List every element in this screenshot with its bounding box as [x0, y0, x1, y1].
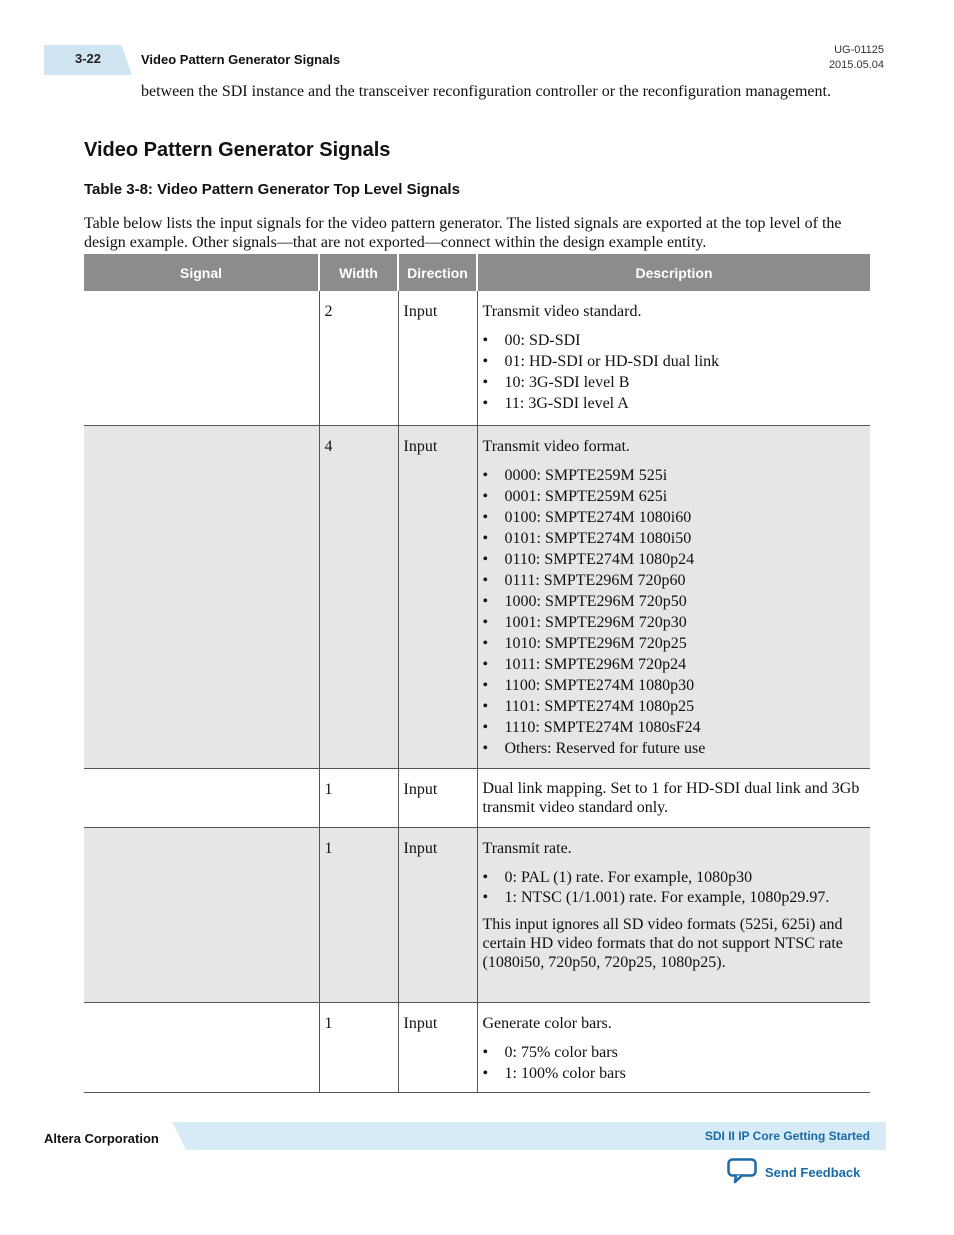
doc-date: 2015.05.04	[828, 59, 884, 71]
description-lead: Dual link mapping. Set to 1 for HD-SDI dual link and 3Gb transmit video standard only.	[482, 779, 860, 816]
list-item: • 0000: SMPTE259M 525i	[483, 465, 866, 486]
list-item: • 1100: SMPTE274M 1080p30	[483, 675, 866, 696]
signal-cell	[84, 291, 319, 425]
header-doc-info	[829, 43, 884, 73]
list-item: • 0111: SMPTE296M 720p60	[483, 570, 866, 591]
description-lead: Transmit video format.	[482, 437, 630, 455]
list-item: • 1: NTSC (1/1.001) rate. For example, 1080p29.97.	[483, 888, 866, 907]
footer-company: Altera Corporation	[44, 1131, 159, 1146]
description-cell	[477, 827, 870, 1002]
table-description: Table below lists the input signals for the video pattern generator. The listed signals are exported at the top level of the design example. Other signals—that are not exported—connect within the design example entity.	[84, 215, 842, 251]
signal-cell	[84, 827, 319, 1002]
description-lead: Transmit video standard.	[482, 303, 642, 320]
option-list	[483, 1042, 866, 1084]
list-item: • 1011: SMPTE296M 720p24	[483, 654, 866, 675]
send-feedback-label: Send Feedback	[765, 1165, 861, 1180]
description-cell	[477, 1002, 870, 1092]
width-cell: 1	[319, 1002, 398, 1092]
description-lead: Generate color bars.	[482, 1014, 612, 1032]
list-item: • 0001: SMPTE259M 625i	[483, 486, 866, 507]
signals-table	[84, 254, 870, 1093]
header-section-title: Video Pattern Generator Signals	[141, 52, 341, 67]
table-caption: Table 3-8: Video Pattern Generator Top Level Signals	[84, 181, 460, 198]
list-item: • 0101: SMPTE274M 1080i50	[483, 528, 866, 549]
description-note: This input ignores all SD video formats (525i, 625i) and certain HD video formats that do not support NTSC rate (1080i50, 720p50, 720p25, 1080p25).	[482, 915, 843, 971]
table-row	[84, 425, 870, 768]
option-list	[483, 330, 866, 414]
list-item: • 1101: SMPTE274M 1080p25	[483, 696, 866, 717]
page-number: 3-22	[75, 51, 102, 66]
column-header-direction: Direction	[398, 254, 477, 291]
list-item: • 10: 3G-SDI level B	[483, 372, 866, 393]
list-item: • 00: SD-SDI	[483, 330, 866, 351]
direction-cell: Input	[398, 768, 477, 827]
intro-paragraph: between the SDI instance and the transceiver reconfiguration controller or the reconfiguration management.	[141, 83, 831, 100]
list-item: • 0110: SMPTE274M 1080p24	[483, 549, 866, 570]
doc-id: UG-01125	[834, 44, 884, 56]
footer-doc-title[interactable]: SDI II IP Core Getting Started	[704, 1129, 870, 1143]
description-cell	[477, 291, 870, 425]
list-item: • 0: 75% color bars	[483, 1042, 866, 1063]
table-row	[84, 768, 870, 827]
width-cell: 2	[319, 291, 398, 425]
direction-cell: Input	[398, 291, 477, 425]
description-cell	[477, 768, 870, 827]
width-cell: 4	[319, 425, 398, 768]
signal-cell	[84, 425, 319, 768]
send-feedback-link[interactable]	[727, 1158, 860, 1187]
column-header-width: Width	[319, 254, 398, 291]
table-header-row	[84, 254, 870, 291]
section-title: Video Pattern Generator Signals	[84, 139, 391, 161]
description-cell	[477, 425, 870, 768]
direction-cell: Input	[398, 827, 477, 1002]
list-item: • 1: 100% color bars	[483, 1063, 866, 1084]
option-list	[483, 867, 866, 907]
width-cell: 1	[319, 768, 398, 827]
column-header-signal: Signal	[84, 254, 319, 291]
list-item: • Others: Reserved for future use	[483, 738, 866, 759]
direction-cell: Input	[398, 425, 477, 768]
option-list	[483, 465, 866, 759]
table-row	[84, 827, 870, 1002]
list-item: • 0: PAL (1) rate. For example, 1080p30	[483, 867, 866, 888]
list-item: • 1000: SMPTE296M 720p50	[483, 591, 866, 612]
speech-bubble-icon	[727, 1158, 757, 1187]
direction-cell: Input	[398, 1002, 477, 1092]
list-item: • 11: 3G-SDI level A	[483, 393, 866, 414]
list-item: • 01: HD-SDI or HD-SDI dual link	[483, 351, 866, 372]
list-item: • 1001: SMPTE296M 720p30	[483, 612, 866, 633]
list-item: • 1010: SMPTE296M 720p25	[483, 633, 866, 654]
signal-cell	[84, 1002, 319, 1092]
table-row	[84, 1002, 870, 1092]
list-item: • 1110: SMPTE274M 1080sF24	[483, 717, 866, 738]
width-cell: 1	[319, 827, 398, 1002]
list-item: • 0100: SMPTE274M 1080i60	[483, 507, 866, 528]
table-row	[84, 291, 870, 425]
column-header-description: Description	[477, 254, 870, 291]
description-lead: Transmit rate.	[482, 839, 572, 857]
signal-cell	[84, 768, 319, 827]
